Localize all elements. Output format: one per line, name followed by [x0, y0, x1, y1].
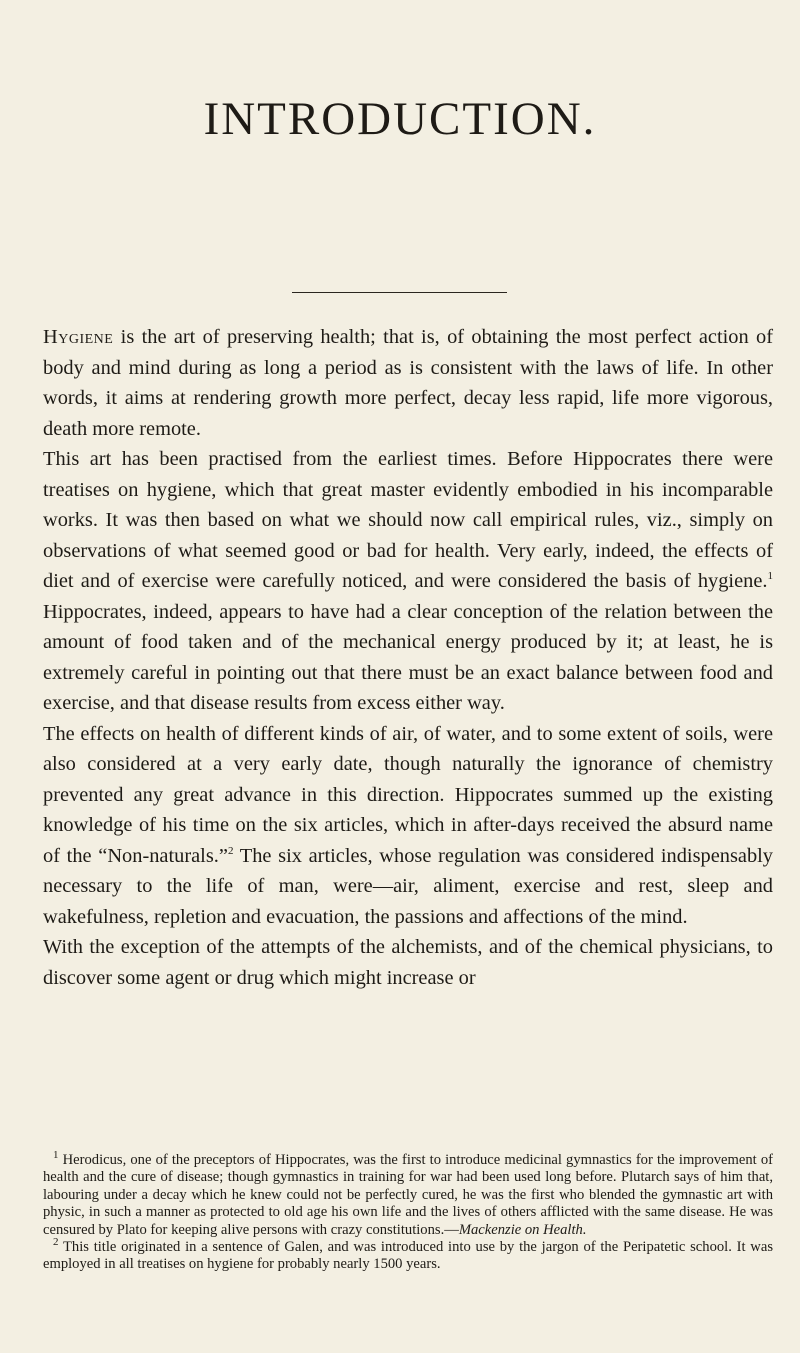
footnotes — [43, 1149, 773, 1274]
page-title: INTRODUCTION. — [203, 93, 597, 145]
body-text — [43, 322, 773, 993]
lead-word: Hygiene — [43, 326, 114, 348]
footnote-2-text: This title originated in a sentence of Galen, and was introduced into use by the jargon of the Peripatetic school. It was employed in all treatises on hygiene for probably nearly 1500 years. — [43, 1239, 773, 1273]
paragraph-1-text: is the art of preserving health; that is, of obtaining the most perfect action of body and mind during as long a period as is consistent with the laws of life. In other words, it aims at rendering growth more perfect, decay less rapid, life more vigorous, death more remote. — [43, 326, 773, 440]
paragraph-3-text-a: The effects on health of different kinds of air, of water, and to some extent of soils, were also considered at a very early date, though naturally the ignorance of chemistry prevented any great advance in this direction. Hippocrates summed up the existing knowledge of his time on the six articles, which in after-days received the absurd name of the “Non-naturals.” — [43, 722, 773, 867]
paragraph-4-text: With the exception of the attempts of the alchemists, and of the chemical physicians, to discover some agent or drug which might increase or — [43, 936, 773, 989]
footnote-1-number: 1 — [53, 1149, 59, 1162]
paragraph-2-text-a: This art has been practised from the earliest times. Before Hippocrates there were treatises on hygiene, which that great master evidently embodied in his incomparable works. It was then based on what we should now call empirical rules, viz., simply on observations of what seemed good or bad for health. Very early, indeed, the effects of diet and of exercise were carefully noticed, and were considered the basis of hygiene. — [43, 448, 773, 592]
footnote-ref-2: 2 — [227, 844, 234, 857]
footnote-ref-1: 1 — [767, 570, 773, 583]
paragraph-3 — [43, 719, 773, 933]
footnote-1 — [43, 1149, 773, 1239]
paragraph-3-text-b: The six articles, whose regulation was considered indispensably necessary to the life of man, were—air, aliment, exercise and rest, sleep and wakefulness, repletion and evacuation, the passions and affections of the mind. — [43, 844, 773, 928]
paragraph-2-text-b: Hippocrates, indeed, appears to have had a clear conception of the relation between the amount of food taken and of the mechanical energy produced by it; at least, he is extremely careful in pointing out that there must be an exact balance between food and exercise, and that disease results from excess either way. — [43, 600, 773, 714]
footnote-1-citation: Mackenzie on Health. — [458, 1221, 587, 1238]
footnote-1-text: Herodicus, one of the preceptors of Hippocrates, was the first to introduce medicinal gymnastics for the improvement of health and the cure of disease; though gymnastics in training for war had been used long before. Plutarch says of him that, labouring under a decay which he knew could not be perfectly cured, he was the first who blended the gymnastic art with physic, in such a manner as protected to old age his own life and the lives of others afflicted with the same disease. He was censured by Plato for keeping alive persons with crazy constitutions.— — [43, 1152, 773, 1238]
footnote-2 — [43, 1236, 773, 1274]
paragraph-2 — [43, 444, 773, 719]
footnote-2-number: 2 — [53, 1236, 59, 1249]
paragraph-4 — [43, 932, 773, 993]
title-divider — [292, 292, 507, 293]
paragraph-1 — [43, 322, 773, 444]
